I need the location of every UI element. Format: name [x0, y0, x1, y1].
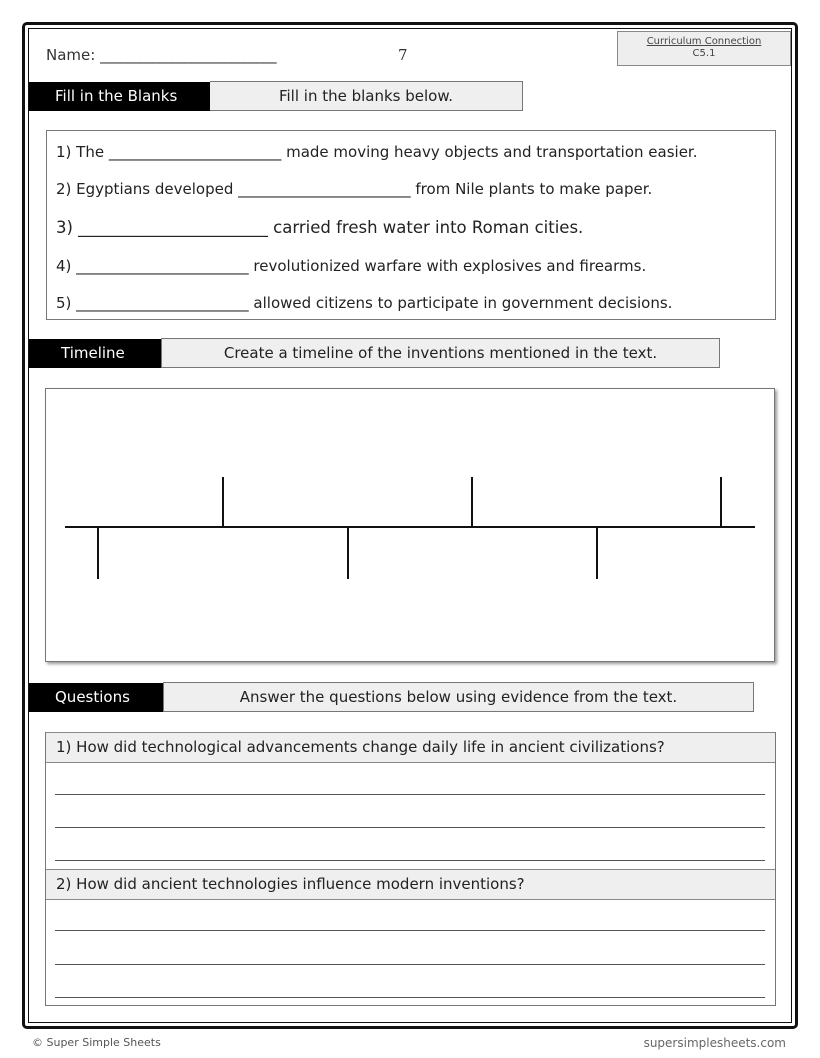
timeline-tick-up-1	[222, 477, 224, 527]
question-1: 1) How did technological advancements change daily life in ancient civilizations?	[46, 732, 775, 763]
name-label: Name:	[46, 46, 96, 64]
curriculum-title: Curriculum Connection	[646, 36, 762, 47]
timeline-tick-up-2	[471, 477, 473, 527]
curriculum-code: C5.1	[692, 48, 716, 59]
questions-label: Questions	[29, 683, 163, 712]
footer-website[interactable]: supersimplesheets.com	[643, 1036, 786, 1050]
name-row	[46, 46, 276, 64]
page-number: 7	[398, 46, 408, 64]
answer-line[interactable]	[55, 930, 765, 931]
answer-line[interactable]	[55, 794, 765, 795]
timeline-instruction: Create a timeline of the inventions mentioned in the text.	[161, 338, 720, 368]
timeline-tick-down-1	[97, 528, 99, 579]
fill-blank-item-5: 5) _______________________ allowed citizens to participate in government decisions.	[56, 294, 673, 312]
timeline-tick-up-3	[720, 477, 722, 527]
timeline-label: Timeline	[29, 339, 161, 368]
timeline-box	[45, 388, 775, 662]
fill-blank-item-2: 2) Egyptians developed _______________________ from Nile plants to make paper.	[56, 180, 653, 198]
fill-blank-item-4: 4) _______________________ revolutionized warfare with explosives and firearms.	[56, 257, 647, 275]
curriculum-connection-box	[617, 31, 791, 66]
fill-blank-item-3: 3) _______________________ carried fresh water into Roman cities.	[56, 218, 584, 237]
timeline-tick-down-3	[596, 528, 598, 579]
fill-blank-item-1: 1) The _______________________ made moving heavy objects and transportation easier.	[56, 143, 698, 161]
answer-line[interactable]	[55, 827, 765, 828]
fill-blanks-instruction: Fill in the blanks below.	[210, 81, 523, 111]
answer-line[interactable]	[55, 997, 765, 998]
fill-blanks-label: Fill in the Blanks	[29, 82, 210, 111]
footer-copyright: © Super Simple Sheets	[32, 1036, 161, 1049]
answer-line[interactable]	[55, 964, 765, 965]
questions-instruction: Answer the questions below using evidence from the text.	[163, 682, 754, 712]
timeline-axis	[65, 526, 755, 528]
answer-line[interactable]	[55, 860, 765, 861]
name-blank: ___________________________	[100, 46, 276, 64]
question-2: 2) How did ancient technologies influence modern inventions?	[46, 869, 775, 900]
timeline-tick-down-2	[347, 528, 349, 579]
